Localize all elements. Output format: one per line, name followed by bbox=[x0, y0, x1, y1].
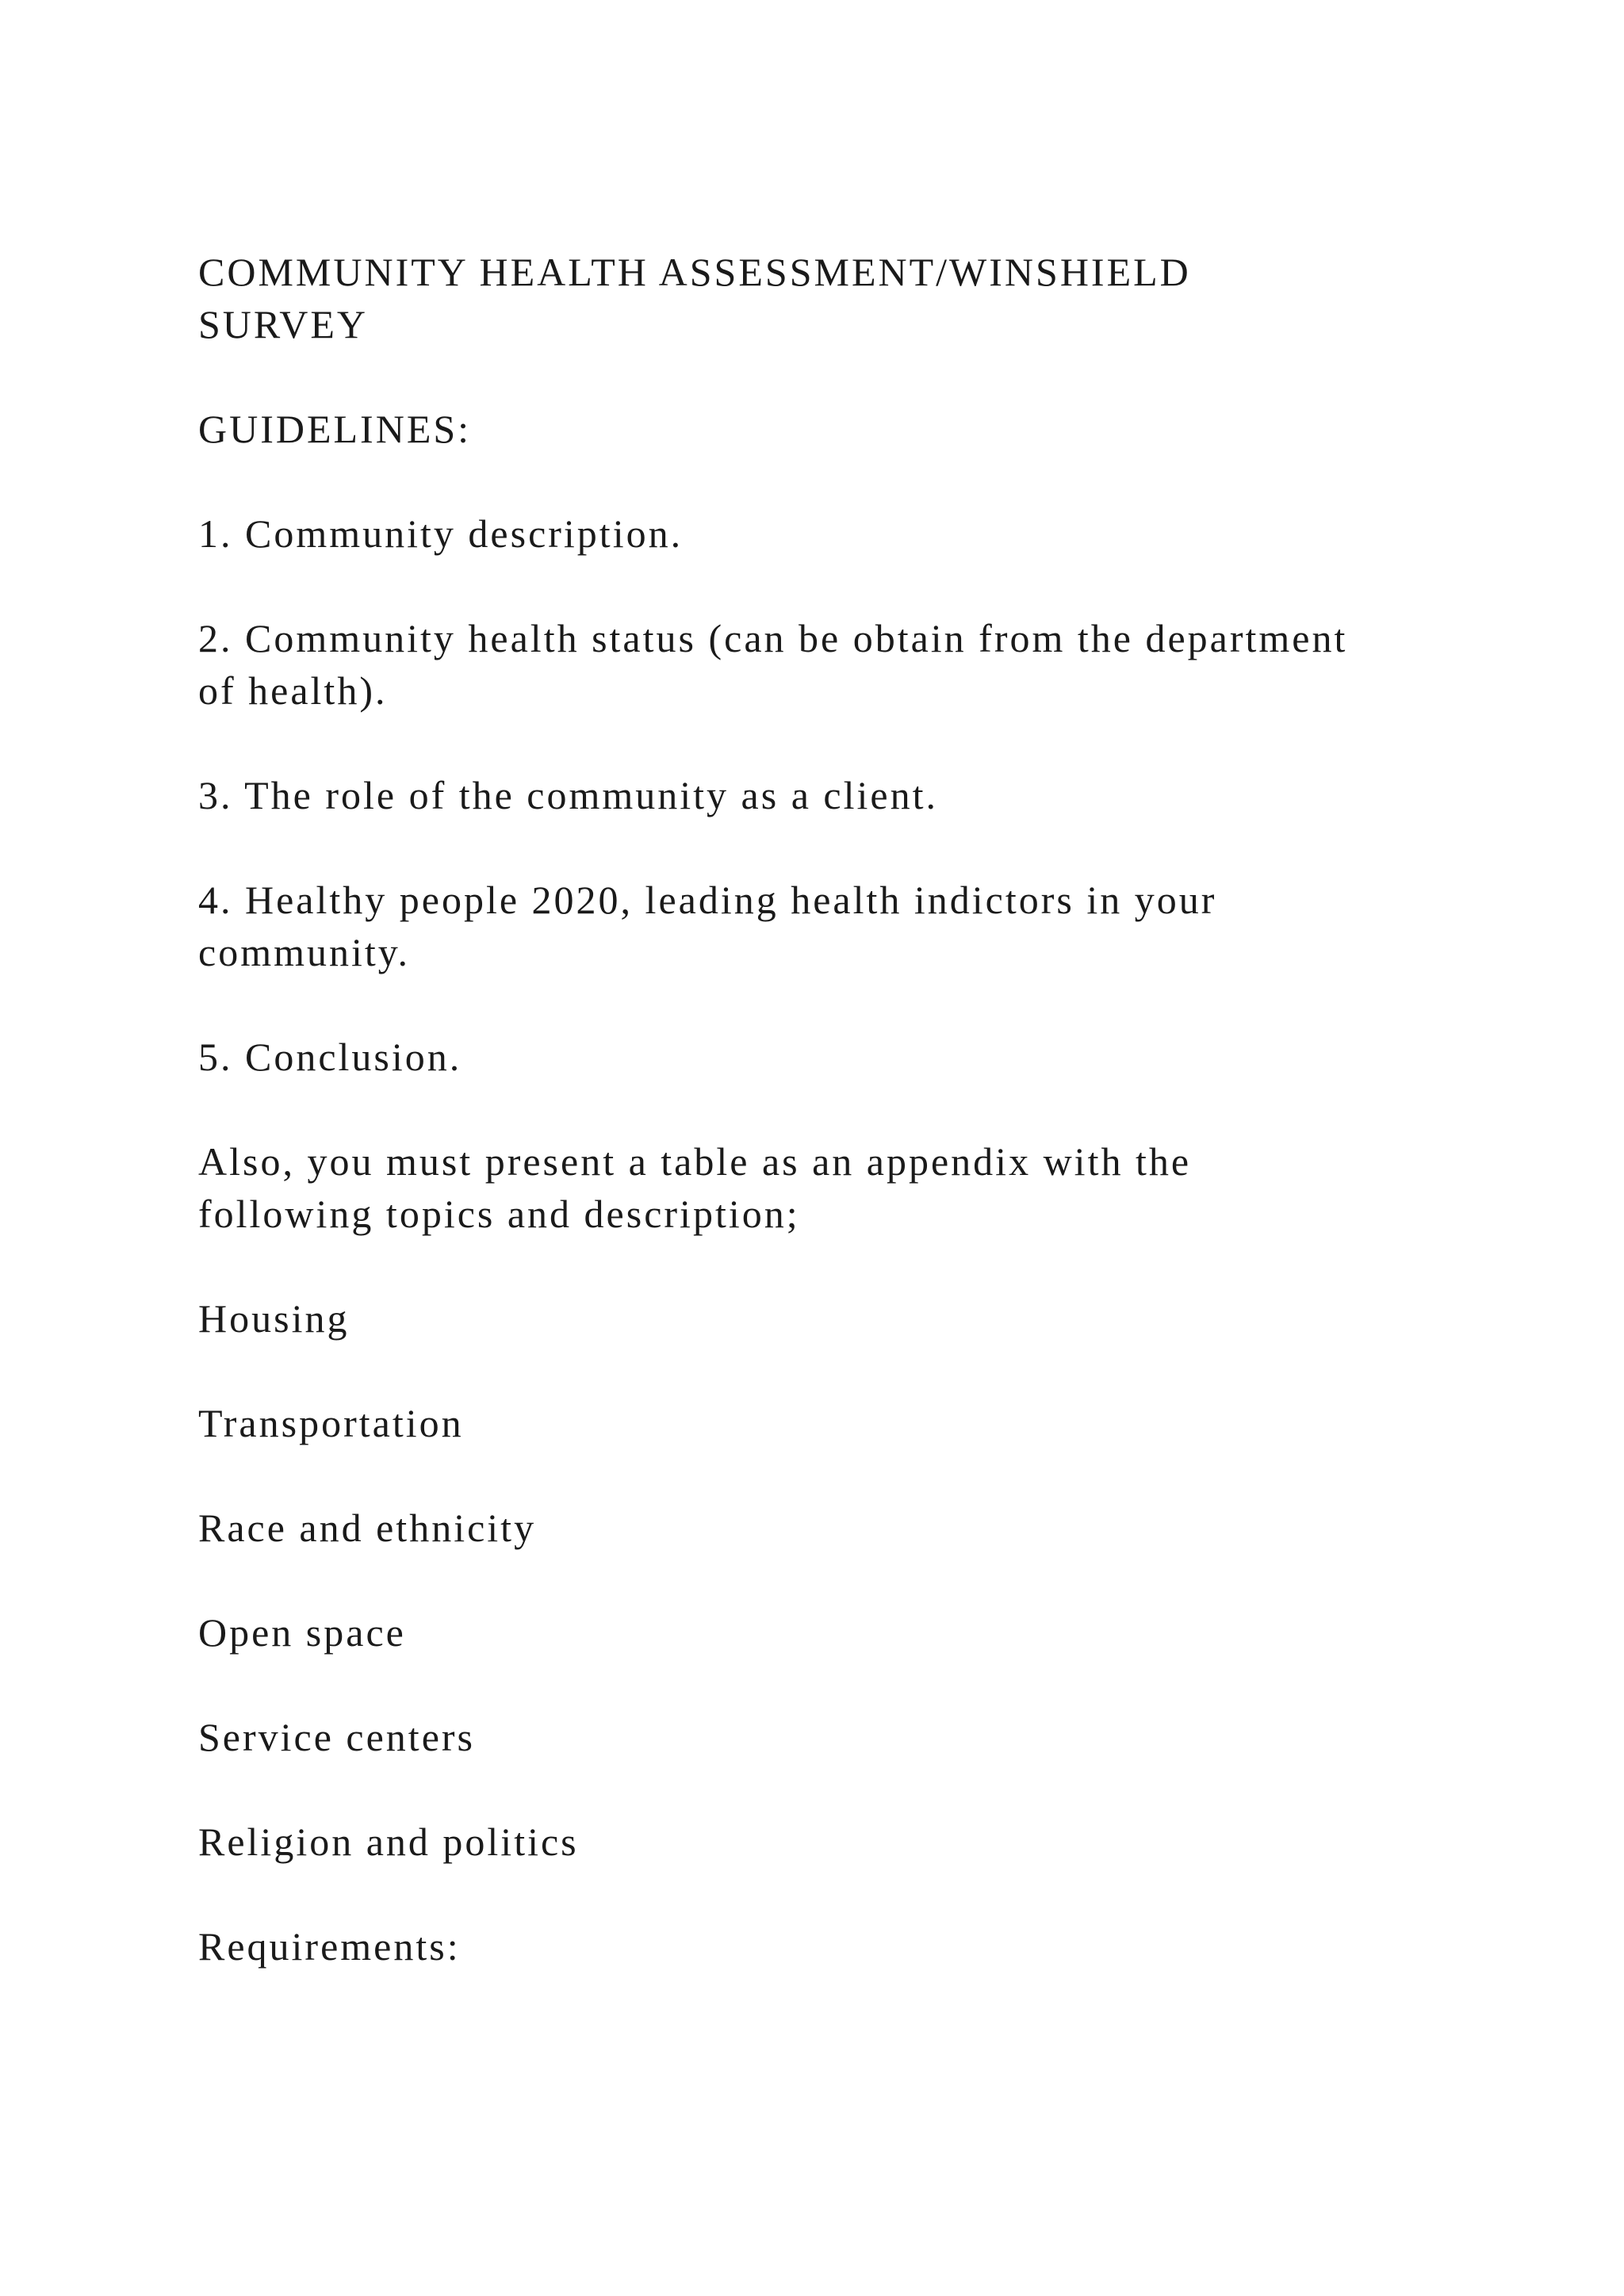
document-body bbox=[198, 246, 1435, 2025]
guideline-item-2-line-2: of health). bbox=[198, 668, 388, 713]
appendix-line-1: Also, you must present a table as an appendix with the bbox=[198, 1139, 1192, 1184]
requirements-heading: Requirements: bbox=[198, 1924, 461, 1969]
appendix-line-2: following topics and description; bbox=[198, 1192, 800, 1236]
guideline-item-2-line-1: 2. Community health status (can be obtain from the department bbox=[198, 616, 1348, 660]
guideline-item-1 bbox=[198, 507, 1435, 560]
topic-race-and-ethnicity: Race and ethnicity bbox=[198, 1506, 537, 1550]
title-line-1: COMMUNITY HEALTH ASSESSMENT/WINSHIELD bbox=[198, 250, 1191, 294]
guideline-item-3 bbox=[198, 769, 1435, 821]
guideline-item-5 bbox=[198, 1031, 1435, 1083]
document-title bbox=[198, 246, 1435, 350]
topic-religion-and-politics: Religion and politics bbox=[198, 1820, 579, 1864]
guideline-item-2 bbox=[198, 612, 1435, 717]
guideline-item-5-line-1: 5. Conclusion. bbox=[198, 1035, 462, 1079]
topic-open-space: Open space bbox=[198, 1610, 406, 1655]
guideline-item-4-line-1: 4. Healthy people 2020, leading health indictors in your bbox=[198, 878, 1217, 922]
topic-service-centers: Service centers bbox=[198, 1715, 476, 1759]
guideline-item-4 bbox=[198, 874, 1435, 978]
guideline-item-4-line-2: community. bbox=[198, 930, 411, 974]
guideline-item-1-line-1: 1. Community description. bbox=[198, 511, 684, 556]
topic-housing: Housing bbox=[198, 1296, 350, 1341]
guideline-item-3-line-1: 3. The role of the community as a client. bbox=[198, 773, 938, 817]
topic-transportation: Transportation bbox=[198, 1401, 464, 1445]
appendix-instruction bbox=[198, 1135, 1435, 1240]
title-line-2: SURVEY bbox=[198, 302, 369, 346]
guidelines-heading: GUIDELINES: bbox=[198, 407, 472, 451]
